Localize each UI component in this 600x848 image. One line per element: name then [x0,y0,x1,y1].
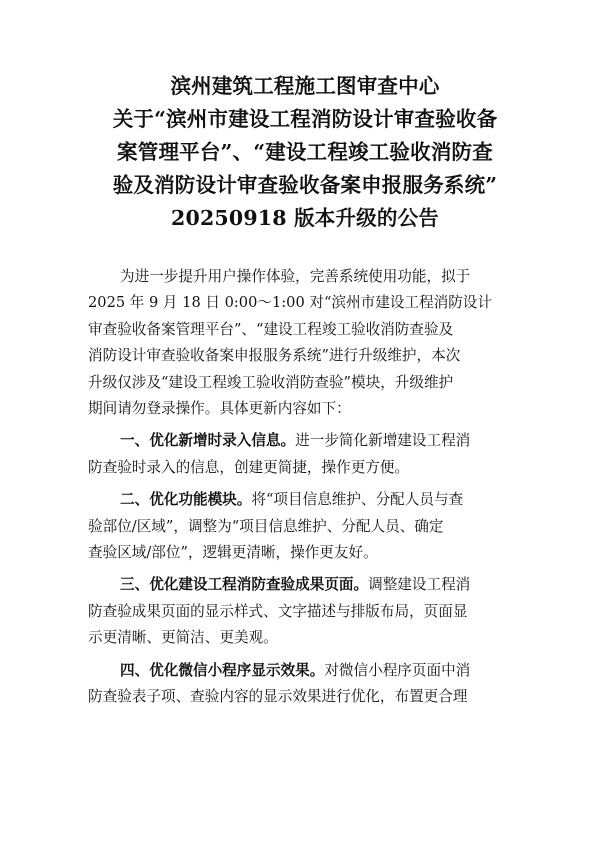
title-line: 案管理平台”、“建设工程竣工验收消防查 [117,140,493,164]
paragraph-line: 验部位/区域”，调整为“项目信息维护、分配人员、确定 [88,517,444,535]
item-text: 进一步简化新增建设工程消 [295,432,471,450]
paragraph-line: 2025 年 9 月 18 日 0:00～1:00 对“滨州市建设工程消防设计 [88,294,492,312]
item-heading: 一、优化新增时录入信息。 [120,432,296,450]
paragraph-line: 防查验时录入的信息，创建更简捷，操作更方便。 [88,458,410,476]
paragraph-line: 查验区域/部位”，逻辑更清晰，操作更友好。 [88,544,378,562]
paragraph-line: 消防设计审查验收备案申报服务系统”进行升级维护，本次 [88,347,461,365]
update-item-4 [88,658,518,711]
title-line: 滨州建筑工程施工图审查中心 [170,74,440,98]
title-line: 关于“滨州市建设工程消防设计审查验收备 [112,107,498,131]
paragraph-line [88,487,518,513]
paragraph-line: 示更清晰、更简洁、更美观。 [88,629,278,647]
item-heading: 二、优化功能模块。 [120,491,252,509]
item-text: 调整建设工程消 [368,576,471,594]
paragraph-line: 防查验表子项、查验内容的显示效果进行优化，布置更合理 [88,688,468,706]
item-text: 对微信小程序页面中消 [324,661,471,679]
paragraph-line: 审查验收备案管理平台”、“建设工程竣工验收消防查验及 [88,320,454,338]
title-line: 验及消防设计审查验收备案申报服务系统” [112,173,498,197]
notice-body [88,264,518,711]
notice-title [70,70,540,235]
paragraph-line [88,658,518,684]
paragraph-line [88,428,518,454]
paragraph-line: 为进一步提升用户操作体验，完善系统使用功能，拟于 [120,268,471,285]
update-item-3 [88,572,518,651]
paragraph-line: 期间请勿登录操作。具体更新内容如下： [88,400,351,418]
update-item-1 [88,428,518,481]
item-heading: 四、优化微信小程序显示效果。 [120,661,325,679]
intro-paragraph [88,264,518,422]
paragraph-line: 升级仅涉及“建设工程竣工验收消防查验”模块，升级维护 [88,373,454,391]
item-heading: 三、优化建设工程消防查验成果页面。 [120,576,369,594]
item-text: 将“项目信息维护、分配人员与查 [251,491,464,509]
update-item-2 [88,487,518,566]
paragraph-line: 防查验成果页面的显示样式、文字描述与排版布局，页面显 [88,602,468,620]
paragraph-line [88,572,518,598]
title-line: 20250918 版本升级的公告 [171,206,439,230]
